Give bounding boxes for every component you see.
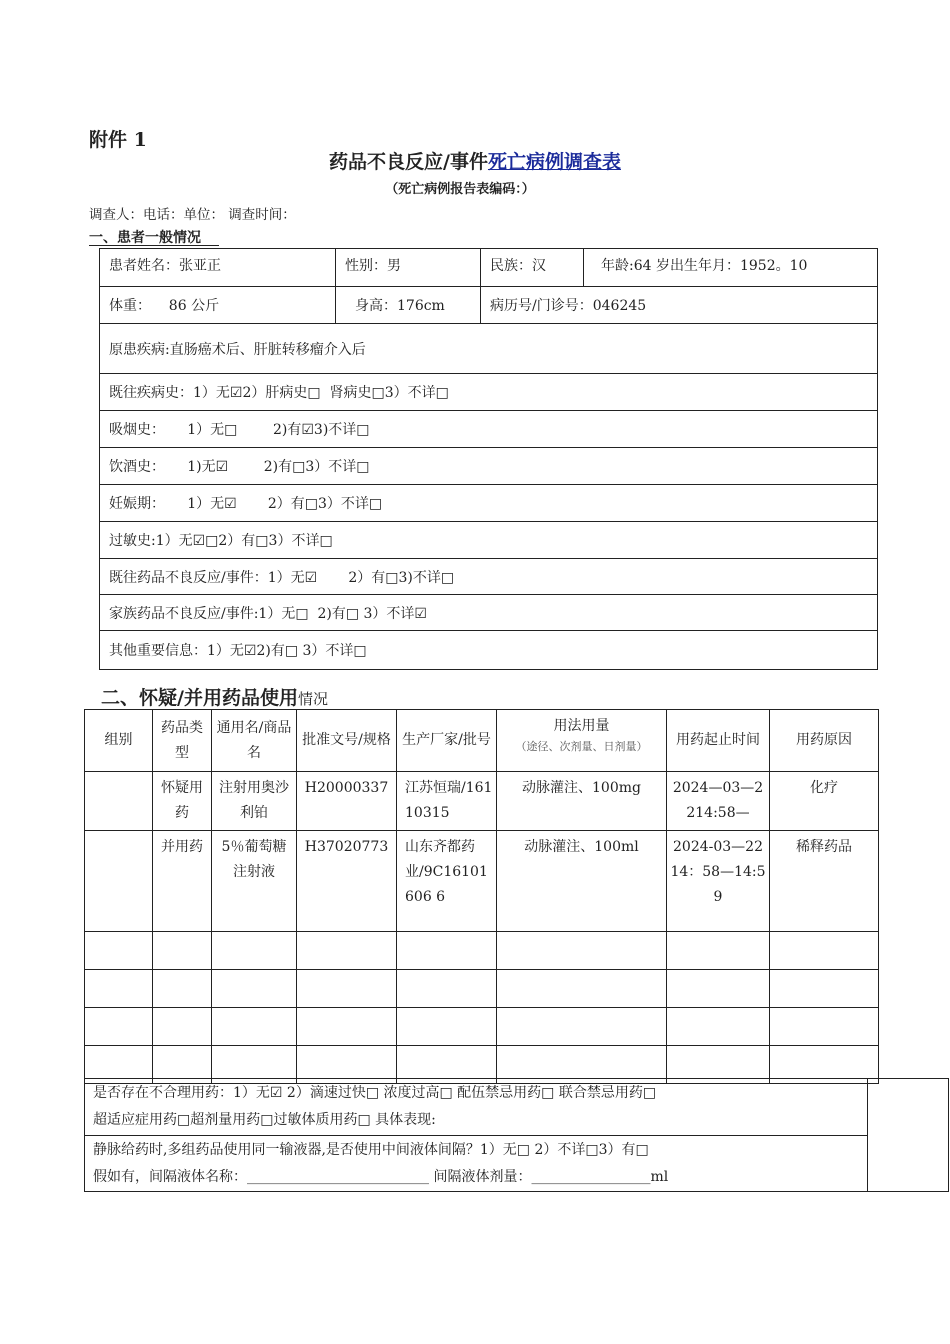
section2-heading xyxy=(101,683,328,710)
iv-interval-line3 xyxy=(93,1191,859,1192)
section1-underline xyxy=(89,245,219,246)
row2-group xyxy=(85,831,153,932)
patient-row-smoking xyxy=(100,411,877,448)
past-disease-history: 既往疾病史：1）无☑2）肝病史□ 肾病史□3）不详□ xyxy=(109,385,449,401)
iv-interval-line1: 静脉给药时,多组药品使用同一输液器,是否使用中间液体间隔？1）无□ 2）不详□3）有□ xyxy=(93,1142,649,1158)
report-code-subtitle: （死亡病例报告表编码：） xyxy=(385,182,535,197)
row1-manufacturer: 江苏恒瑞/16110315 xyxy=(397,772,497,831)
header-drug-type: 药品类型 xyxy=(153,710,212,772)
section1-heading: 一、患者一般情况 xyxy=(89,230,201,246)
allergy-history: 过敏史:1）无☑□2）有□3）不详□ xyxy=(109,533,333,549)
patient-row-body xyxy=(100,287,877,324)
pregnancy-status: 妊娠期： 1）无☑ 2）有□3）不详□ xyxy=(109,496,383,512)
investigator-line: 调查人：电话：单位： 调查时间： xyxy=(89,207,296,223)
family-adr-history: 家族药品不良反应/事件:1）无□ 2)有□ 3）不详☑ xyxy=(109,605,427,622)
past-adr-history: 既往药品不良反应/事件：1）无☑ 2）有□3)不详□ xyxy=(109,569,455,586)
row2-period: 2024-03—2214：58—14:59 xyxy=(667,831,770,932)
patient-row-past-history xyxy=(100,374,877,411)
drug-usage-table xyxy=(84,709,879,1084)
header-drug-name: 通用名/商品名 xyxy=(212,710,297,772)
row1-usage: 动脉灌注、100mg xyxy=(497,772,667,831)
smoking-history: 吸烟史： 1）无□ 2)有☑3)不详□ xyxy=(109,422,370,438)
patient-height: 身高：176cm xyxy=(336,287,481,323)
patient-row-allergy xyxy=(100,522,877,559)
irrational-use-line1: 是否存在不合理用药：1）无☑ 2）滴速过快□ 浓度过高□ 配伍禁忌用药□ 联合禁忌用药□ xyxy=(93,1085,657,1101)
row2-reason: 稀释药品 xyxy=(770,831,879,932)
table-row xyxy=(85,1008,879,1046)
drug-table-header xyxy=(85,710,879,772)
patient-name: 患者姓名：张亚正 xyxy=(100,249,336,286)
patient-row-pregnancy xyxy=(100,485,877,522)
side-blank-box xyxy=(867,1078,949,1192)
table-row xyxy=(85,772,879,831)
other-important-info: 其他重要信息：1）无☑2)有□ 3）不详□ xyxy=(109,643,367,659)
row2-drug-name: 5％葡萄糖注射液 xyxy=(212,831,297,932)
row1-group xyxy=(85,772,153,831)
irrational-use-line2: 超适应症用药□超剂量用药□过敏体质用药□ 具体表现: xyxy=(93,1112,436,1128)
patient-row-other xyxy=(100,631,877,669)
row2-usage: 动脉灌注、100ml xyxy=(497,831,667,932)
header-group: 组别 xyxy=(85,710,153,772)
section2-heading-bold: 二、怀疑/并用药品使用 xyxy=(101,687,298,709)
header-usage xyxy=(497,710,667,772)
iv-interval-box xyxy=(84,1135,868,1192)
row1-reason: 化疗 xyxy=(770,772,879,831)
patient-row-family-adr xyxy=(100,595,877,631)
row2-manufacturer: 山东齐都药业/9C16101606 6 xyxy=(397,831,497,932)
header-reason: 用药原因 xyxy=(770,710,879,772)
header-usage-sub: （途径、次剂量、日剂量） xyxy=(515,740,648,753)
table-row xyxy=(85,932,879,970)
header-period: 用药起止时间 xyxy=(667,710,770,772)
patient-ethnicity: 民族：汉 xyxy=(481,249,584,286)
row2-approval: H37020773 xyxy=(297,831,397,932)
patient-age-birth: 年龄:64 岁出生年月：1952。10 xyxy=(601,258,808,274)
header-manufacturer: 生产厂家/批号 xyxy=(397,710,497,772)
table-row xyxy=(85,970,879,1008)
patient-info-table xyxy=(99,248,878,670)
patient-row-past-adr xyxy=(100,559,877,595)
iv-interval-line2: 假如有，间隔液体名称：__________________________ 间隔液体剂量：_________________ml xyxy=(93,1169,669,1185)
patient-gender: 性别：男 xyxy=(336,249,481,286)
primary-disease: 原患疾病:直肠癌术后、肝脏转移瘤介入后 xyxy=(109,341,366,358)
header-approval-number: 批准文号/规格 xyxy=(297,710,397,772)
patient-record-number: 病历号/门诊号：046245 xyxy=(490,298,647,314)
header-usage-label: 用法用量 xyxy=(553,718,610,734)
row1-drug-name: 注射用奥沙利铂 xyxy=(212,772,297,831)
row1-type: 怀疑用药 xyxy=(153,772,212,831)
patient-row-disease xyxy=(100,324,877,374)
patient-weight: 体重： 86 公斤 xyxy=(100,287,336,323)
row1-approval: H20000337 xyxy=(297,772,397,831)
title-link[interactable]: 死亡病例调查表 xyxy=(487,151,621,173)
section2-heading-tail: 情况 xyxy=(297,690,328,708)
table-row xyxy=(85,831,879,932)
row2-type: 并用药 xyxy=(153,831,212,932)
attachment-label: 附件 1 xyxy=(89,129,147,151)
document-title xyxy=(0,147,950,174)
patient-row-basic xyxy=(100,249,877,287)
irrational-use-box xyxy=(84,1078,868,1136)
title-text: 药品不良反应/事件 xyxy=(329,151,488,173)
row1-period: 2024—03—2214:58— xyxy=(667,772,770,831)
drinking-history: 饮酒史： 1)无☑ 2)有□3）不详□ xyxy=(109,459,370,475)
patient-row-drinking xyxy=(100,448,877,485)
